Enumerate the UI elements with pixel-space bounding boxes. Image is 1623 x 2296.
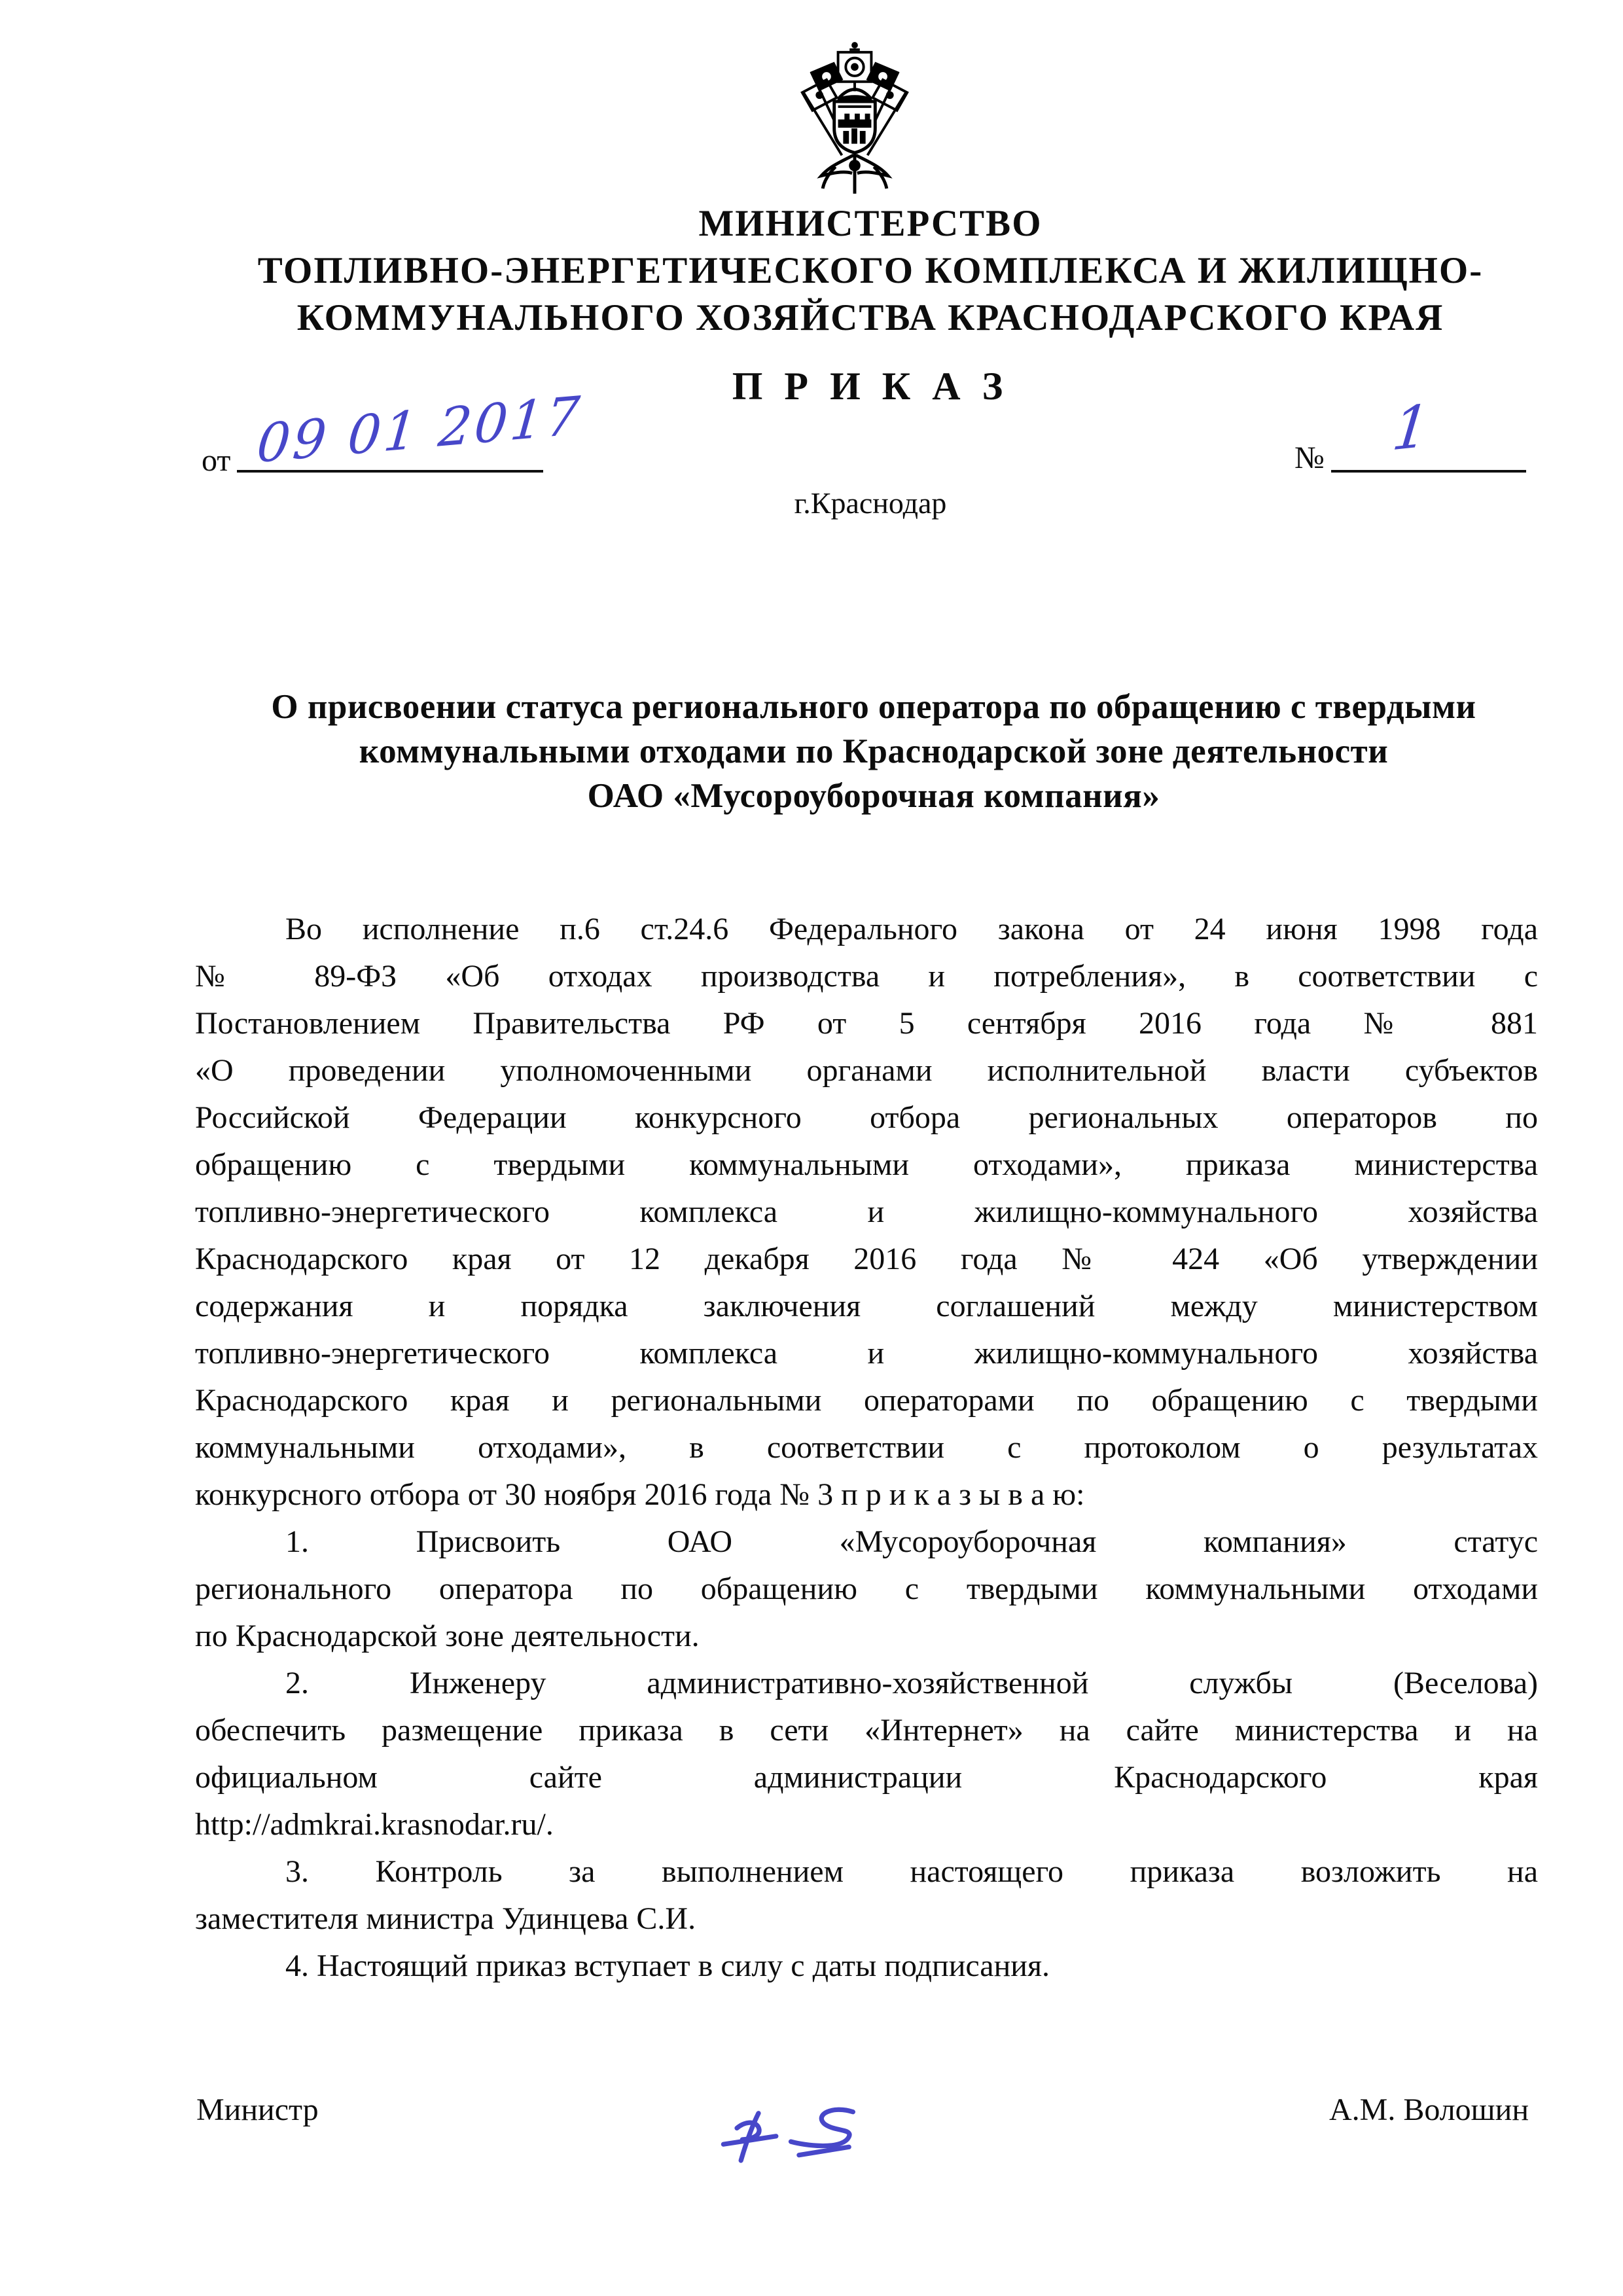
paragraph — [195, 1943, 1538, 1990]
text-line: официальном сайте администрации Краснодарского края — [195, 1760, 1538, 1795]
minister-signature-scribble-icon — [694, 2101, 910, 2178]
text-line: содержания и порядка заключения соглашений между министерством — [195, 1289, 1538, 1323]
text-line: коммунальными отходами по Краснодарской зоне деятельности — [359, 732, 1389, 770]
date-label: от — [202, 443, 231, 478]
text-line: Краснодарского края и региональными операторами по обращению с твердыми — [195, 1383, 1538, 1418]
coat-of-arms-emblem — [797, 39, 912, 198]
text-line: топливно-энергетического комплекса и жилищно-коммунального хозяйства — [195, 1194, 1538, 1229]
text-line: регионального оператора по обращению с твердыми коммунальными отходами — [195, 1571, 1538, 1606]
text-line: заместителя министра Удинцева С.И. — [195, 1901, 696, 1936]
paragraph — [195, 1518, 1538, 1660]
handwritten-number: 1 — [1389, 391, 1433, 464]
text-line: 2. Инженеру административно-хозяйственной службы (Веселова) — [285, 1666, 1538, 1700]
text-line: конкурсного отбора от 30 ноября 2016 года № 3 п р и к а з ы в а ю: — [195, 1477, 1085, 1512]
text-line: Во исполнение п.6 ст.24.6 Федерального закона от 24 июня 1998 года — [285, 912, 1538, 946]
ministry-header — [141, 200, 1600, 342]
signatory-name: А.М. Волошин — [1329, 2092, 1529, 2127]
handwritten-date: 09 01 2017 — [254, 384, 585, 475]
text-line: http://admkrai.krasnodar.ru/. — [195, 1807, 554, 1842]
signatory-position: Министр — [196, 2092, 319, 2127]
text-line: КОММУНАЛЬНОГО ХОЗЯЙСТВА КРАСНОДАРСКОГО КРАЯ — [296, 297, 1444, 338]
document-subject-title — [196, 685, 1551, 818]
text-line: Российской Федерации конкурсного отбора региональных операторов по — [195, 1100, 1538, 1135]
paragraph — [195, 1660, 1538, 1848]
text-line: 4. Настоящий приказ вступает в силу с даты подписания. — [285, 1948, 1050, 1983]
text-line: топливно-энергетического комплекса и жилищно-коммунального хозяйства — [195, 1336, 1538, 1371]
city-label: г.Краснодар — [794, 486, 947, 520]
text-line: по Краснодарской зоне деятельности. — [195, 1619, 700, 1653]
text-line: «О проведении уполномоченными органами исполнительной власти субъектов — [195, 1053, 1538, 1088]
krasnodar-krai-coat-of-arms-icon — [797, 39, 912, 198]
text-line: МИНИСТЕРСТВО — [698, 203, 1043, 244]
minister-signature — [694, 2101, 910, 2178]
paragraph — [195, 1848, 1538, 1943]
document-body — [195, 906, 1538, 1990]
text-line: Постановлением Правительства РФ от 5 сентября 2016 года № 881 — [195, 1006, 1538, 1041]
text-line: Краснодарского края от 12 декабря 2016 года № 424 «Об утверждении — [195, 1242, 1538, 1276]
text-line: 1. Присвоить ОАО «Мусороуборочная компания» статус — [285, 1524, 1538, 1559]
text-line: О присвоении статуса регионального оператора по обращению с твердыми — [271, 688, 1476, 726]
text-line: ОАО «Мусороуборочная компания» — [587, 777, 1160, 815]
paragraph — [195, 906, 1538, 1518]
text-line: ТОПЛИВНО-ЭНЕРГЕТИЧЕСКОГО КОМПЛЕКСА И ЖИЛИЩНО- — [257, 250, 1484, 291]
text-line: обеспечить размещение приказа в сети «Интернет» на сайте министерства и на — [195, 1713, 1538, 1748]
text-line: № 89-ФЗ «Об отходах производства и потребления», в соответствии с — [195, 959, 1538, 994]
text-line: коммунальными отходами», в соответствии с протоколом о результатах — [195, 1430, 1538, 1465]
text-line: обращению с твердыми коммунальными отходами», приказа министерства — [195, 1147, 1538, 1182]
number-label: № — [1294, 440, 1325, 475]
text-line: 3. Контроль за выполнением настоящего приказа возложить на — [285, 1854, 1538, 1889]
document-type-title: П Р И К А З — [732, 365, 1009, 408]
